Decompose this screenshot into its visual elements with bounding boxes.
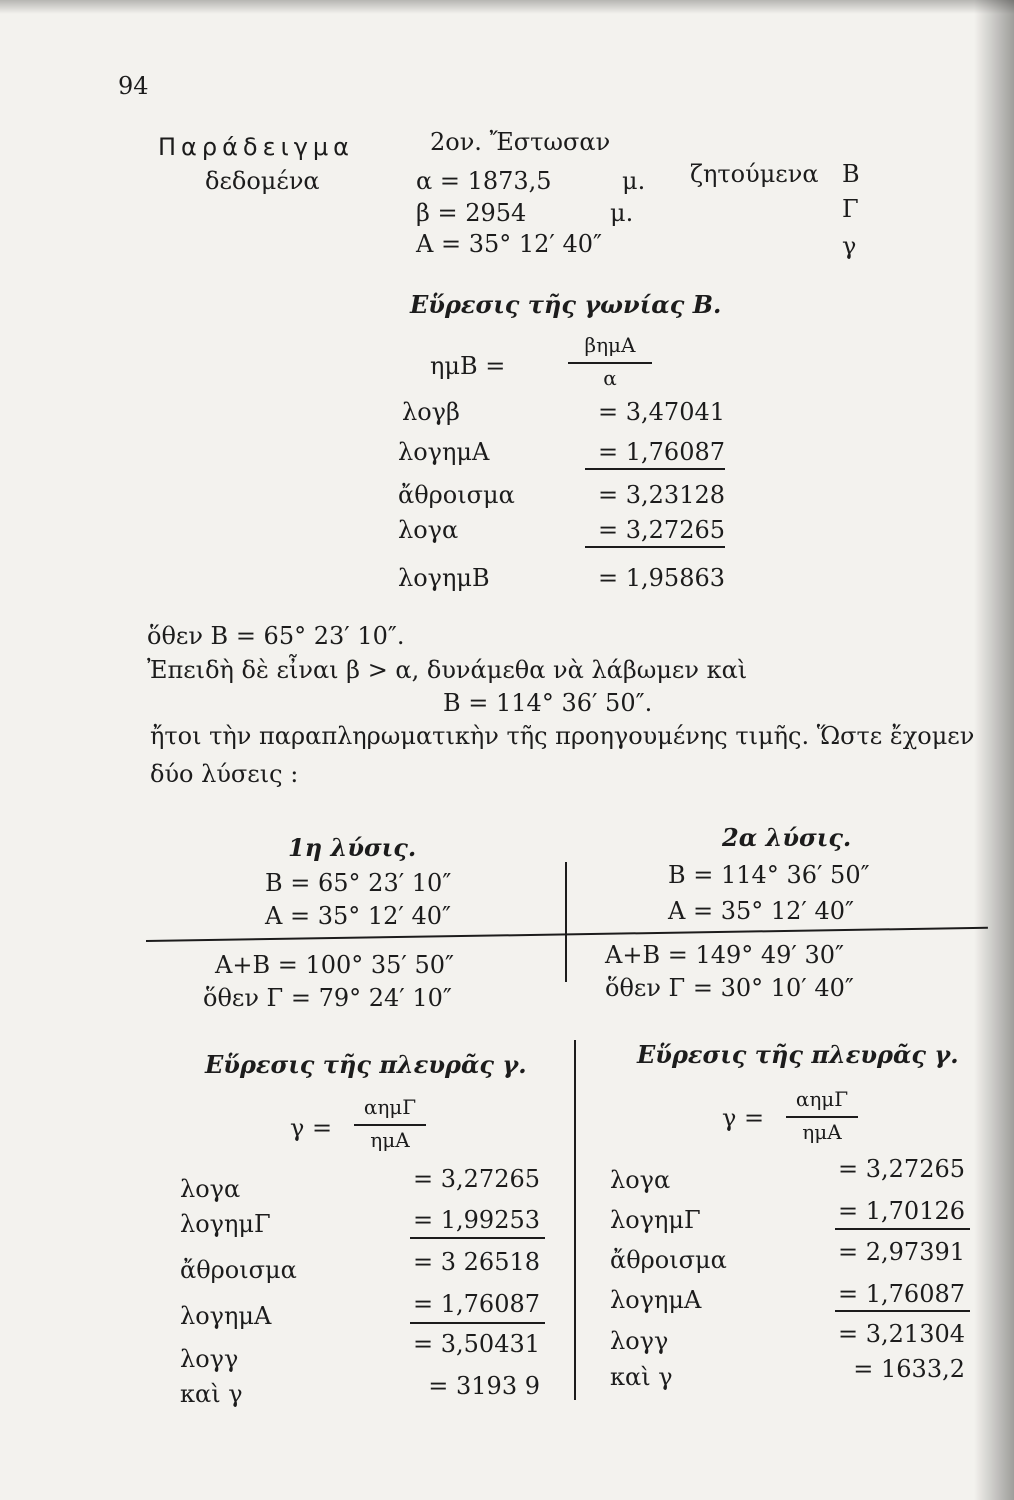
- solution-2-heading: 2α λύσις.: [722, 823, 852, 852]
- side-left-sum-rule: [410, 1237, 545, 1239]
- sought-g: γ: [842, 232, 857, 260]
- scan-shadow-right: [974, 0, 1014, 1500]
- angle-B-heading: Εὕρεσις τῆς γωνίας Β.: [410, 290, 722, 319]
- side-left-row-6-label: καὶ γ: [180, 1380, 243, 1408]
- solution-2-G: ὅθεν Γ = 30° 10′ 40″: [605, 974, 854, 1002]
- side-right-sum-rule: [835, 1228, 970, 1230]
- example-intro: 2ον. Ἔστωσαν: [430, 128, 611, 156]
- side-left-difference-rule: [410, 1322, 545, 1324]
- scan-shadow-top: [0, 0, 1014, 14]
- side-right-difference-rule: [835, 1310, 970, 1312]
- side-left-row-5-label: λογγ: [180, 1345, 239, 1373]
- side-left-row-6-value: = 3193 9: [428, 1372, 540, 1400]
- side-right-row-5-value: = 3,21304: [838, 1320, 965, 1348]
- side-right-formula-denominator: ημΑ: [802, 1120, 842, 1144]
- fraction-line: [354, 1124, 426, 1126]
- since-line: Ἐπειδὴ δὲ εἶναι β > α, δυνάμεθα νὰ λάβωμεν καὶ: [147, 656, 748, 684]
- unit-a: μ.: [622, 167, 646, 195]
- example-label: Παράδειγμα: [158, 133, 354, 161]
- solution-divider: [565, 862, 567, 982]
- side-left-row-3-value: = 3 26518: [413, 1248, 540, 1276]
- logsinA-label: λογημΑ: [398, 438, 490, 466]
- side-left-row-4-value: = 1,76087: [413, 1290, 540, 1318]
- solution-1-B: Β = 65° 23′ 10″: [265, 869, 452, 897]
- solution-1-sum: Α+Β = 100° 35′ 50″: [215, 951, 455, 979]
- loga-label: λογα: [398, 516, 459, 544]
- side-left-formula-denominator: ημΑ: [370, 1128, 410, 1152]
- side-divider: [574, 1040, 576, 1400]
- B-second-value: Β = 114° 36′ 50″.: [443, 689, 653, 717]
- solution-1-A: Α = 35° 12′ 40″: [265, 902, 451, 930]
- side-right-row-2-value: = 1,70126: [838, 1197, 965, 1225]
- given-a: α = 1873,5: [416, 167, 552, 195]
- side-right-row-6-label: καὶ γ: [610, 1363, 673, 1391]
- side-left-row-5-value: = 3,50431: [413, 1330, 540, 1358]
- conclusion-line-1: ἤτοι τὴν παραπληρωματικὴν τῆς προηγουμένης τιμῆς. Ὥστε ἔχομεν: [150, 722, 975, 750]
- solution-2-B: Β = 114° 36′ 50″: [668, 861, 870, 889]
- side-left-row-1-label: λογα: [180, 1175, 241, 1203]
- side-left-row-3-label: ἄθροισμα: [180, 1256, 297, 1284]
- side-right-row-4-label: λογημΑ: [610, 1286, 702, 1314]
- side-left-formula-numerator: αημΓ: [363, 1095, 417, 1119]
- side-left-row-1-value: = 3,27265: [413, 1165, 540, 1193]
- side-left-formula-lhs: γ =: [290, 1114, 333, 1142]
- unit-b: μ.: [610, 199, 634, 227]
- side-right-row-1-label: λογα: [610, 1166, 671, 1194]
- side-right-row-5-label: λογγ: [610, 1327, 669, 1355]
- solution-1-heading: 1η λύσις.: [288, 833, 417, 862]
- page-number: 94: [118, 72, 149, 100]
- loga-value: = 3,27265: [598, 516, 725, 544]
- side-right-row-4-value: = 1,76087: [838, 1280, 965, 1308]
- given-label: δεδομένα: [205, 167, 320, 195]
- side-right-formula-lhs: γ =: [722, 1104, 765, 1132]
- conclusion-line-2: δύο λύσεις :: [150, 760, 299, 788]
- side-left-row-2-label: λογημΓ: [180, 1210, 271, 1238]
- solution-1-G: ὅθεν Γ = 79° 24′ 10″: [203, 984, 452, 1012]
- side-right-row-2-label: λογημΓ: [610, 1206, 701, 1234]
- angle-B-formula-denominator: α: [603, 366, 617, 390]
- logsinA-value: = 1,76087: [598, 438, 725, 466]
- sum-rule: [585, 468, 725, 470]
- angle-B-result: ὅθεν Β = 65° 23′ 10″.: [147, 622, 405, 650]
- sought-G: Γ: [842, 195, 859, 223]
- sum-label: ἄθροισμα: [398, 481, 515, 509]
- solution-2-A: Α = 35° 12′ 40″: [668, 897, 854, 925]
- difference-rule: [585, 546, 725, 548]
- given-A: Α = 35° 12′ 40″: [416, 230, 602, 258]
- logsinB-label: λογημΒ: [398, 564, 490, 592]
- logB-value: = 3,47041: [598, 398, 725, 426]
- logB-label: λογβ: [402, 398, 460, 426]
- side-left-row-2-value: = 1,99253: [413, 1206, 540, 1234]
- side-right-row-3-label: ἄθροισμα: [610, 1246, 727, 1274]
- given-b: β = 2954: [416, 199, 527, 227]
- logsinB-value: = 1,95863: [598, 564, 725, 592]
- sought-label: ζητούμενα: [690, 160, 819, 188]
- sought-B: Β: [842, 160, 860, 188]
- fraction-line: [568, 362, 652, 364]
- side-left-row-4-label: λογημΑ: [180, 1302, 272, 1330]
- side-right-row-3-value: = 2,97391: [838, 1238, 965, 1266]
- fraction-line: [786, 1116, 858, 1118]
- side-left-heading: Εὕρεσις τῆς πλευρᾶς γ.: [205, 1050, 527, 1079]
- side-right-row-1-value: = 3,27265: [838, 1155, 965, 1183]
- angle-B-formula-lhs: ημΒ =: [430, 352, 506, 380]
- solution-2-sum: Α+Β = 149° 49′ 30″: [605, 941, 845, 969]
- angle-B-formula-numerator: βημΑ: [584, 333, 636, 357]
- side-right-heading: Εὕρεσις τῆς πλευρᾶς γ.: [637, 1040, 959, 1069]
- side-right-row-6-value: = 1633,2: [853, 1355, 965, 1383]
- side-right-formula-numerator: αημΓ: [795, 1087, 849, 1111]
- sum-value: = 3,23128: [598, 481, 725, 509]
